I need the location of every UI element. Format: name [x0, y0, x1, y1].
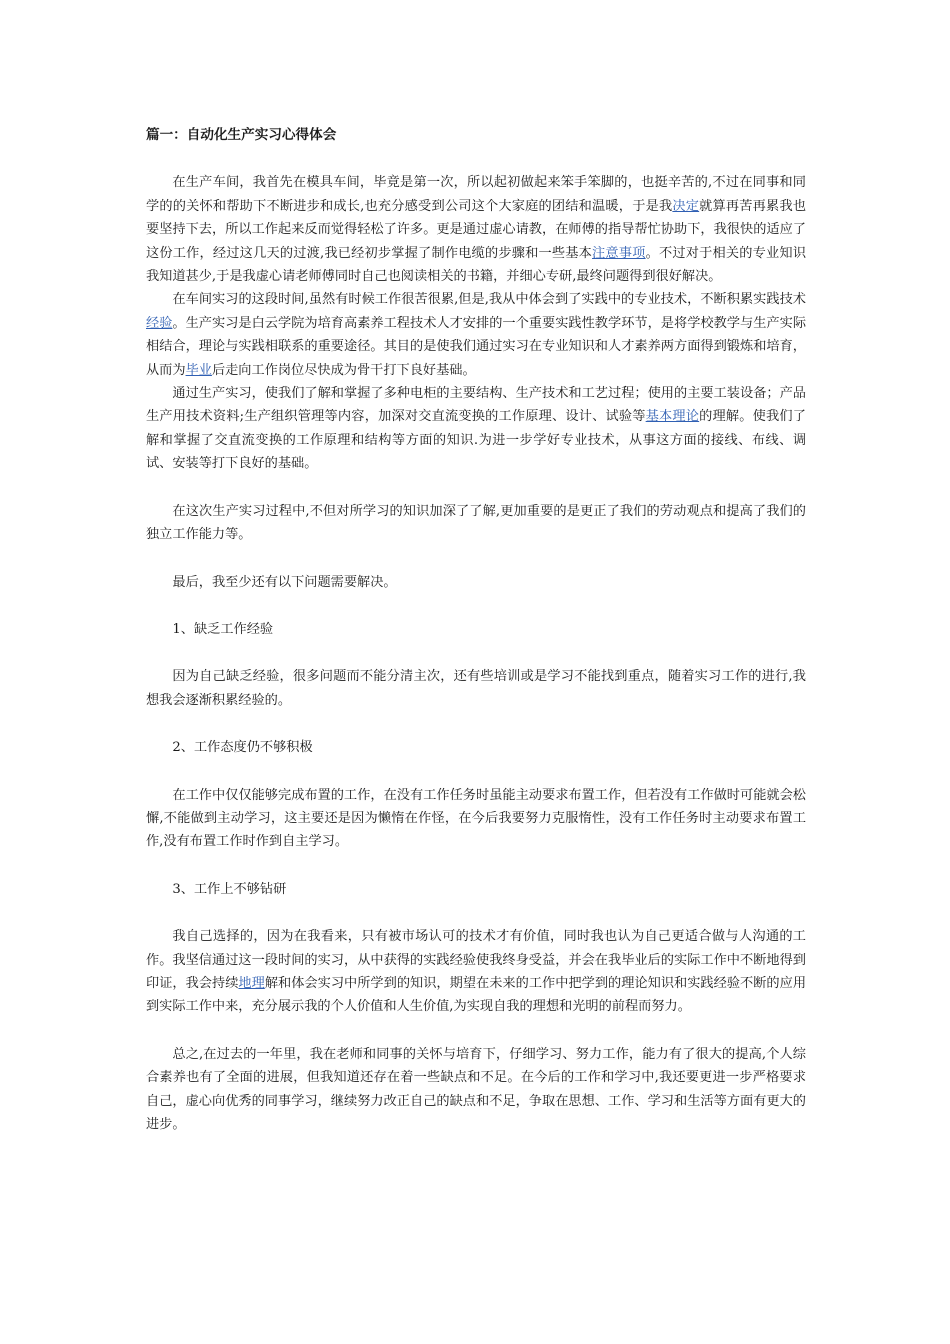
link-basic-theory[interactable]: 基本理论 — [645, 409, 700, 425]
paragraph-6: 因为自己缺乏经验，很多问题而不能分清主次，还有些培训或是学习不能找到重点，随着实习工作的进行,我想我会逐渐积累经验的。 — [146, 669, 806, 708]
section-heading-3: 3、工作上不够钻研 — [172, 881, 287, 897]
paragraph-text: 在车间实习的这段时间,虽然有时候工作很苦很累,但是,我从中体会到了实践中的专业技术，不断积累实践技术 — [172, 292, 806, 308]
paragraph-text: 的理解。使我们了解和掌握了交直流变换的工作原理和结构等方面的知识.为进一步学好专业技术，从事这方面的接线、布线、调试、安装等打下良好的基础。 — [146, 409, 806, 472]
link-notes[interactable]: 注意事项 — [592, 245, 646, 261]
section-heading-2: 2、工作态度仍不够积极 — [172, 740, 313, 756]
paragraph-4: 在这次生产实习过程中,不但对所学习的知识加深了了解,更加重要的是更正了我们的劳动观点和提高了我们的独立工作能力等。 — [146, 503, 806, 543]
paragraph-text: 就算再苦再累我也要坚持下去，所以工作起来反而觉得轻松了许多。更是通过虚心请教，在师傅的指导帮忙协助下，我很快的适应了这份工作，经过这几天的过渡,我已经初步掌握了制作电缆的步骤和一些基本 — [146, 198, 807, 261]
paragraph-9: 总之,在过去的一年里，我在老师和同事的关怀与培育下，仔细学习、努力工作，能力有了很大的提高,个人综合素养也有了全面的进展，但我知道还存在着一些缺点和不足。在今后的工作和学习中,我还要更进一步严格要求自己，虚心向优秀的同事学习，继续努力改正自己的缺点和不足，争取在思想、工作、学习和生活等方面有更大的进步。 — [146, 1046, 806, 1132]
paragraph-text: 后走向工作岗位尽快成为骨干打下良好基础。 — [211, 362, 476, 378]
paragraph-8 — [146, 925, 806, 1019]
paragraph-5: 最后，我至少还有以下问题需要解决。 — [172, 574, 397, 590]
link-decision[interactable]: 决定 — [672, 198, 700, 214]
paragraph-7: 在工作中仅仅能够完成布置的工作，在没有工作任务时虽能主动要求布置工作，但若没有工作做时可能就会松懈,不能做到主动学习，这主要还是因为懒惰在作怪，在今后我要努力克服惰性，没有工作任务时主动要求布置工作,没有布置工作时作到自主学习。 — [146, 787, 806, 850]
paragraph-1 — [146, 171, 806, 288]
paragraph-text: 在生产车间，我首先在模具车间，毕竟是第一次，所以起初做起来笨手笨脚的，也挺辛苦的,不过在同事和同学的的关怀和帮助下不断进步和成长,也充分感受到公司这个大家庭的团结和温暖，于是我 — [146, 175, 806, 214]
paragraph-text: 通过生产实习，使我们了解和掌握了多种电柜的主要结构、生产技术和工艺过程；使用的主要工装设备；产品生产用技术资料;生产组织管理等内容，加深对交直流变换的工作原理、设计、试验等 — [146, 386, 806, 425]
paragraph-2 — [146, 288, 806, 382]
paragraph-3 — [146, 382, 806, 476]
section-heading-1: 1、缺乏工作经验 — [172, 621, 274, 637]
paragraph-text: 。不过对于相关的专业知识我知道甚少,于是我虚心请老师傅同时自己也阅读相关的书籍，并细心专研,最终问题得到很好解决。 — [146, 245, 806, 285]
paragraph-text: 我自己选择的，因为在我看来，只有被市场认可的技术才有价值，同时我也认为自己更适合做与人沟通的工作。我坚信通过这一段时间的实习，从中获得的实践经验使我终身受益，并会在我毕业后的实际工作中不断地得到印证，我会持续 — [146, 929, 806, 991]
link-experience[interactable]: 经验 — [146, 315, 173, 331]
paragraph-text: 。生产实习是白云学院为培育高素养工程技术人才安排的一个重要实践性教学环节，是将学校教学与生产实际相结合，理论与实践相联系的重要途径。其目的是使我们通过实习在专业知识和人才素养两方面得到锻炼和培育，从而为 — [146, 315, 807, 378]
document-body — [146, 124, 806, 1136]
link-geography[interactable]: 地理 — [238, 975, 265, 991]
paragraph-text: 解和体会实习中所学到的知识，期望在未来的工作中把学到的理论知识和实践经验不断的应用到实际工作中来，充分展示我的个人价值和人生价值,为实现自我的理想和光明的前程而努力。 — [146, 975, 807, 1015]
link-graduation[interactable]: 毕业 — [185, 362, 212, 378]
document-title: 篇一：自动化生产实习心得体会 — [146, 127, 337, 143]
